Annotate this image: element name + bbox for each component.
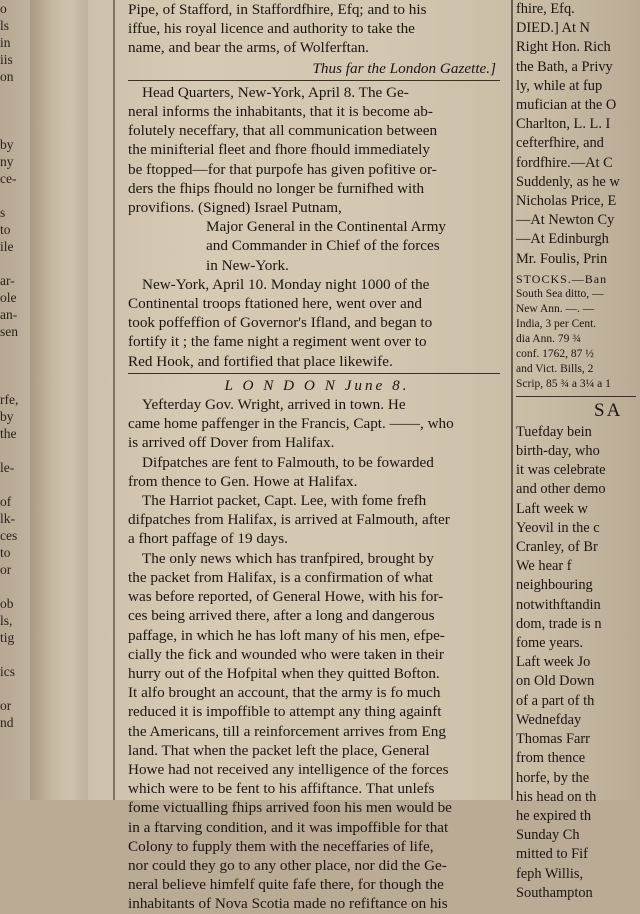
left-fragment-line (0, 187, 30, 204)
left-fragment-line (0, 731, 30, 748)
article-continuation (128, 0, 506, 58)
text-line: The only news which has tranfpired, brought by (142, 549, 434, 567)
text-line: ders the fhips fhould no longer be furnifhed with (128, 179, 425, 197)
text-line: name, and bear the arms, of Wolferftan. (128, 39, 369, 57)
text-line: Yefterday Gov. Wright, arrived in town. He (142, 396, 406, 414)
text-line: Red Hook, and fortified that place likewife. (128, 352, 393, 370)
text-line: took poffeffion of Governor's Ifland, and began to (128, 314, 433, 332)
left-fragment-line: ics (0, 664, 15, 679)
text-line: fhire, Efq. (516, 1, 575, 17)
text-line: Sunday Ch (516, 827, 580, 844)
stock-line: South Sea ditto, — (516, 287, 604, 300)
text-line: he expired th (516, 807, 592, 824)
text-line: ces being arrived there, after a long and dangerous (128, 607, 435, 625)
left-fragment-line: the (0, 426, 17, 441)
text-line: land. That when the packet left the place, General (128, 741, 430, 759)
left-fragment-line: to (0, 222, 11, 237)
text-line: of a part of th (516, 692, 595, 709)
text-line: it was celebrate (516, 462, 606, 479)
text-line: cially the fick and wounded who were taken in their (128, 645, 444, 663)
text-line: reduced it is impoffible to attempt any thing againft (128, 703, 442, 721)
text-line: Suddenly, as he w (516, 173, 620, 190)
left-fragment-line: of (0, 494, 12, 509)
left-fragment-line (0, 357, 30, 374)
left-fragment-line: ar- (0, 273, 15, 288)
text-line: Colony to fupply them with the neceffaries of life, (128, 837, 434, 855)
left-fragment-line (0, 680, 30, 697)
text-line: Pipe, of Stafford, in Staffordfhire, Efq; and to his (128, 1, 427, 18)
new-york-report (128, 275, 506, 371)
right-column (516, 0, 640, 901)
left-fragment-line (0, 102, 30, 119)
left-fragment-line: iis (0, 52, 13, 67)
text-line: hurry out of the Hofpital when they quitted Bofton. (128, 664, 440, 682)
text-line: Wednefday (516, 711, 582, 728)
text-line: the packet from Halifax, is a confirmation of what (128, 568, 433, 586)
text-line: It alfo brought an account, that the army is fo much (128, 684, 441, 702)
text-line: which were to be fent to his affiftance. That unlefs (128, 780, 435, 798)
text-line: Continental troops ftationed here, went over and (128, 295, 422, 313)
text-line: Nicholas Price, E (516, 193, 617, 210)
left-fragment-line: on (0, 69, 14, 84)
text-line: paffage, in which he has loft many of his men, efpe- (128, 626, 445, 644)
left-fragment-line: rfe, (0, 392, 19, 407)
left-fragment-line: ob (0, 596, 14, 611)
text-line: from thence to Gen. Howe at Halifax. (128, 472, 358, 490)
text-line: The Harriot packet, Capt. Lee, with fome frefh (142, 492, 427, 510)
left-fragment-line: to (0, 545, 11, 560)
section-rule (128, 80, 500, 81)
text-line: mitted to Fif (516, 846, 588, 863)
text-line: provifions. (Signed) Israel Putnam, (128, 199, 342, 217)
text-line: Major General in the Continental Army (206, 218, 446, 236)
left-column-fragments (0, 0, 30, 800)
stock-line: India, 3 per Cent. (516, 317, 597, 330)
text-line: Cranley, of Br (516, 539, 598, 556)
left-fragment-line: ce- (0, 171, 17, 186)
stocks-listing (516, 272, 640, 392)
left-fragment-line: ls (0, 18, 10, 33)
deaths-notices (516, 0, 640, 269)
left-fragment-line (0, 442, 30, 459)
main-column (128, 0, 506, 913)
left-fragment-line: or (0, 562, 12, 577)
text-line: Southampton (516, 884, 593, 901)
left-fragment-line: ls, (0, 613, 13, 628)
text-line: Laft week w (516, 500, 588, 517)
stock-line: New Ann. —. — (516, 302, 595, 315)
text-line: feph Willis, (516, 865, 584, 882)
text-line: Charlton, L. L. I (516, 116, 611, 133)
text-line: neral believe himfelf quite fafe there, for though the (128, 876, 444, 894)
stock-line: and Vict. Bills, 2 (516, 362, 594, 375)
section-heading: SA (594, 399, 623, 421)
text-line: the Americans, till a reinforcement arrives from Eng (128, 722, 446, 740)
putnam-signature-block (128, 217, 506, 275)
text-line: Howe had not received any intelligence of the forces (128, 760, 449, 778)
text-line: came home paffenger in the Francis, Capt. ——, who (128, 415, 454, 433)
text-line: —At Newton Cy (516, 212, 615, 229)
text-line: mufician at the O (516, 97, 617, 114)
left-fragment-line: ole (0, 290, 17, 305)
text-line: Head Quarters, New-York, April 8. The Ge- (142, 83, 409, 101)
stock-line: conf. 1762, 87 ½ (516, 347, 594, 360)
column-rule-left (113, 0, 115, 800)
left-fragment-line (0, 646, 30, 663)
text-line: and other demo (516, 481, 606, 498)
london-dateline: L O N D O N June 8. (224, 376, 410, 394)
left-fragment-line: an- (0, 307, 18, 322)
left-fragment-line: sen (0, 324, 18, 339)
headquarters-notice (128, 83, 506, 217)
text-line: be ftopped—for that purpofe has given pofitive or- (128, 160, 437, 178)
left-fragment-line (0, 765, 30, 782)
text-line: a fhort paffage of 19 days. (128, 530, 288, 548)
page-gutter (30, 0, 88, 800)
text-line: Thomas Farr (516, 731, 590, 748)
section-rule (516, 396, 636, 397)
text-line: difpatches from Halifax, is arrived at Falmouth, after (128, 511, 450, 529)
left-fragment-line (0, 255, 30, 272)
text-line: dom, trade is n (516, 615, 602, 632)
text-line: is arrived off Dover from Halifax. (128, 434, 335, 452)
text-line: inhabitants of Nova Scotia made no refiftance on his (128, 895, 448, 913)
stock-line: STOCKS.—Ban (516, 271, 608, 286)
text-line: the Bath, a Privy (516, 58, 613, 75)
text-line: the minifterial fleet and fhore fhould immediately (128, 141, 430, 159)
text-line: fordfhire.—At C (516, 154, 613, 171)
text-line: nor could they go to any other place, nor did the Ge- (128, 856, 447, 874)
text-line: DIED.] At N (516, 20, 590, 37)
text-line: and Commander in Chief of the forces (206, 237, 440, 255)
text-line: Yeovil in the c (516, 519, 600, 536)
text-line: Mr. Foulis, Prin (516, 250, 608, 267)
text-line: folutely neceffary, that all communication between (128, 122, 438, 140)
text-line: —At Edinburgh (516, 231, 609, 248)
left-fragment-line: ces (0, 528, 18, 543)
text-line: Right Hon. Rich (516, 39, 611, 56)
left-fragment-line (0, 578, 30, 595)
text-line: in New-York. (206, 256, 289, 274)
text-line: in a ftarving condition, and it was impoffible for that (128, 818, 449, 836)
left-fragment-line: le- (0, 460, 15, 475)
stock-line: dia Ann. 79 ¾ (516, 332, 581, 345)
text-line: from thence (516, 750, 586, 767)
left-fragment-line (0, 374, 30, 391)
text-line: was before reported, of General Howe, with his for- (128, 588, 444, 606)
left-fragment-line: in (0, 35, 11, 50)
text-line: Tuefday bein (516, 423, 592, 440)
text-line: New-York, April 10. Monday night 1000 of the (142, 275, 430, 293)
left-fragment-line: tig (0, 630, 15, 645)
text-line: horfe, by the (516, 769, 590, 786)
text-line: fortify it ; the fame night a regiment went over to (128, 333, 427, 351)
left-fragment-line (0, 748, 30, 765)
london-news (128, 395, 506, 913)
text-line: notwithftandin (516, 596, 601, 613)
left-fragment-line: lk- (0, 511, 15, 526)
left-fragment-line: s (0, 205, 6, 220)
text-line: on Old Down (516, 673, 595, 690)
text-line: fome years. (516, 635, 584, 652)
text-line: Difpatches are fent to Falmouth, to be fowarded (142, 453, 434, 471)
left-fragment-line: by (0, 137, 14, 152)
text-line: Laft week Jo (516, 654, 591, 671)
left-fragment-line: ny (0, 154, 14, 169)
text-line: cefterfhire, and (516, 135, 604, 152)
stock-line: Scrip, 85 ¾ a 3¼ a 1 (516, 377, 611, 390)
left-fragment-line: o (0, 1, 7, 16)
text-line: birth-day, who (516, 443, 600, 460)
left-fragment-line: ile (0, 239, 14, 254)
left-fragment-line: nd (0, 715, 14, 730)
text-line: iffue, his royal licence and authority to take the (128, 20, 415, 38)
left-fragment-line (0, 85, 30, 102)
local-news (516, 423, 640, 903)
column-rule-right (511, 0, 513, 800)
left-fragment-line (0, 340, 30, 357)
section-rule (128, 373, 500, 374)
left-fragment-line: or (0, 698, 12, 713)
text-line: neighbouring (516, 577, 593, 594)
left-fragment-line: by (0, 409, 14, 424)
text-line: his head on th (516, 788, 597, 805)
text-line: fome victualling fhips arrived foon his men would be (128, 799, 452, 817)
left-fragment-line (0, 476, 30, 493)
left-fragment-line (0, 119, 30, 136)
gazette-note: Thus far the London Gazette.] (312, 59, 496, 77)
text-line: We hear f (516, 558, 572, 575)
text-line: ly, while at fup (516, 77, 603, 94)
text-line: neral informs the inhabitants, that it is become ab- (128, 103, 433, 121)
